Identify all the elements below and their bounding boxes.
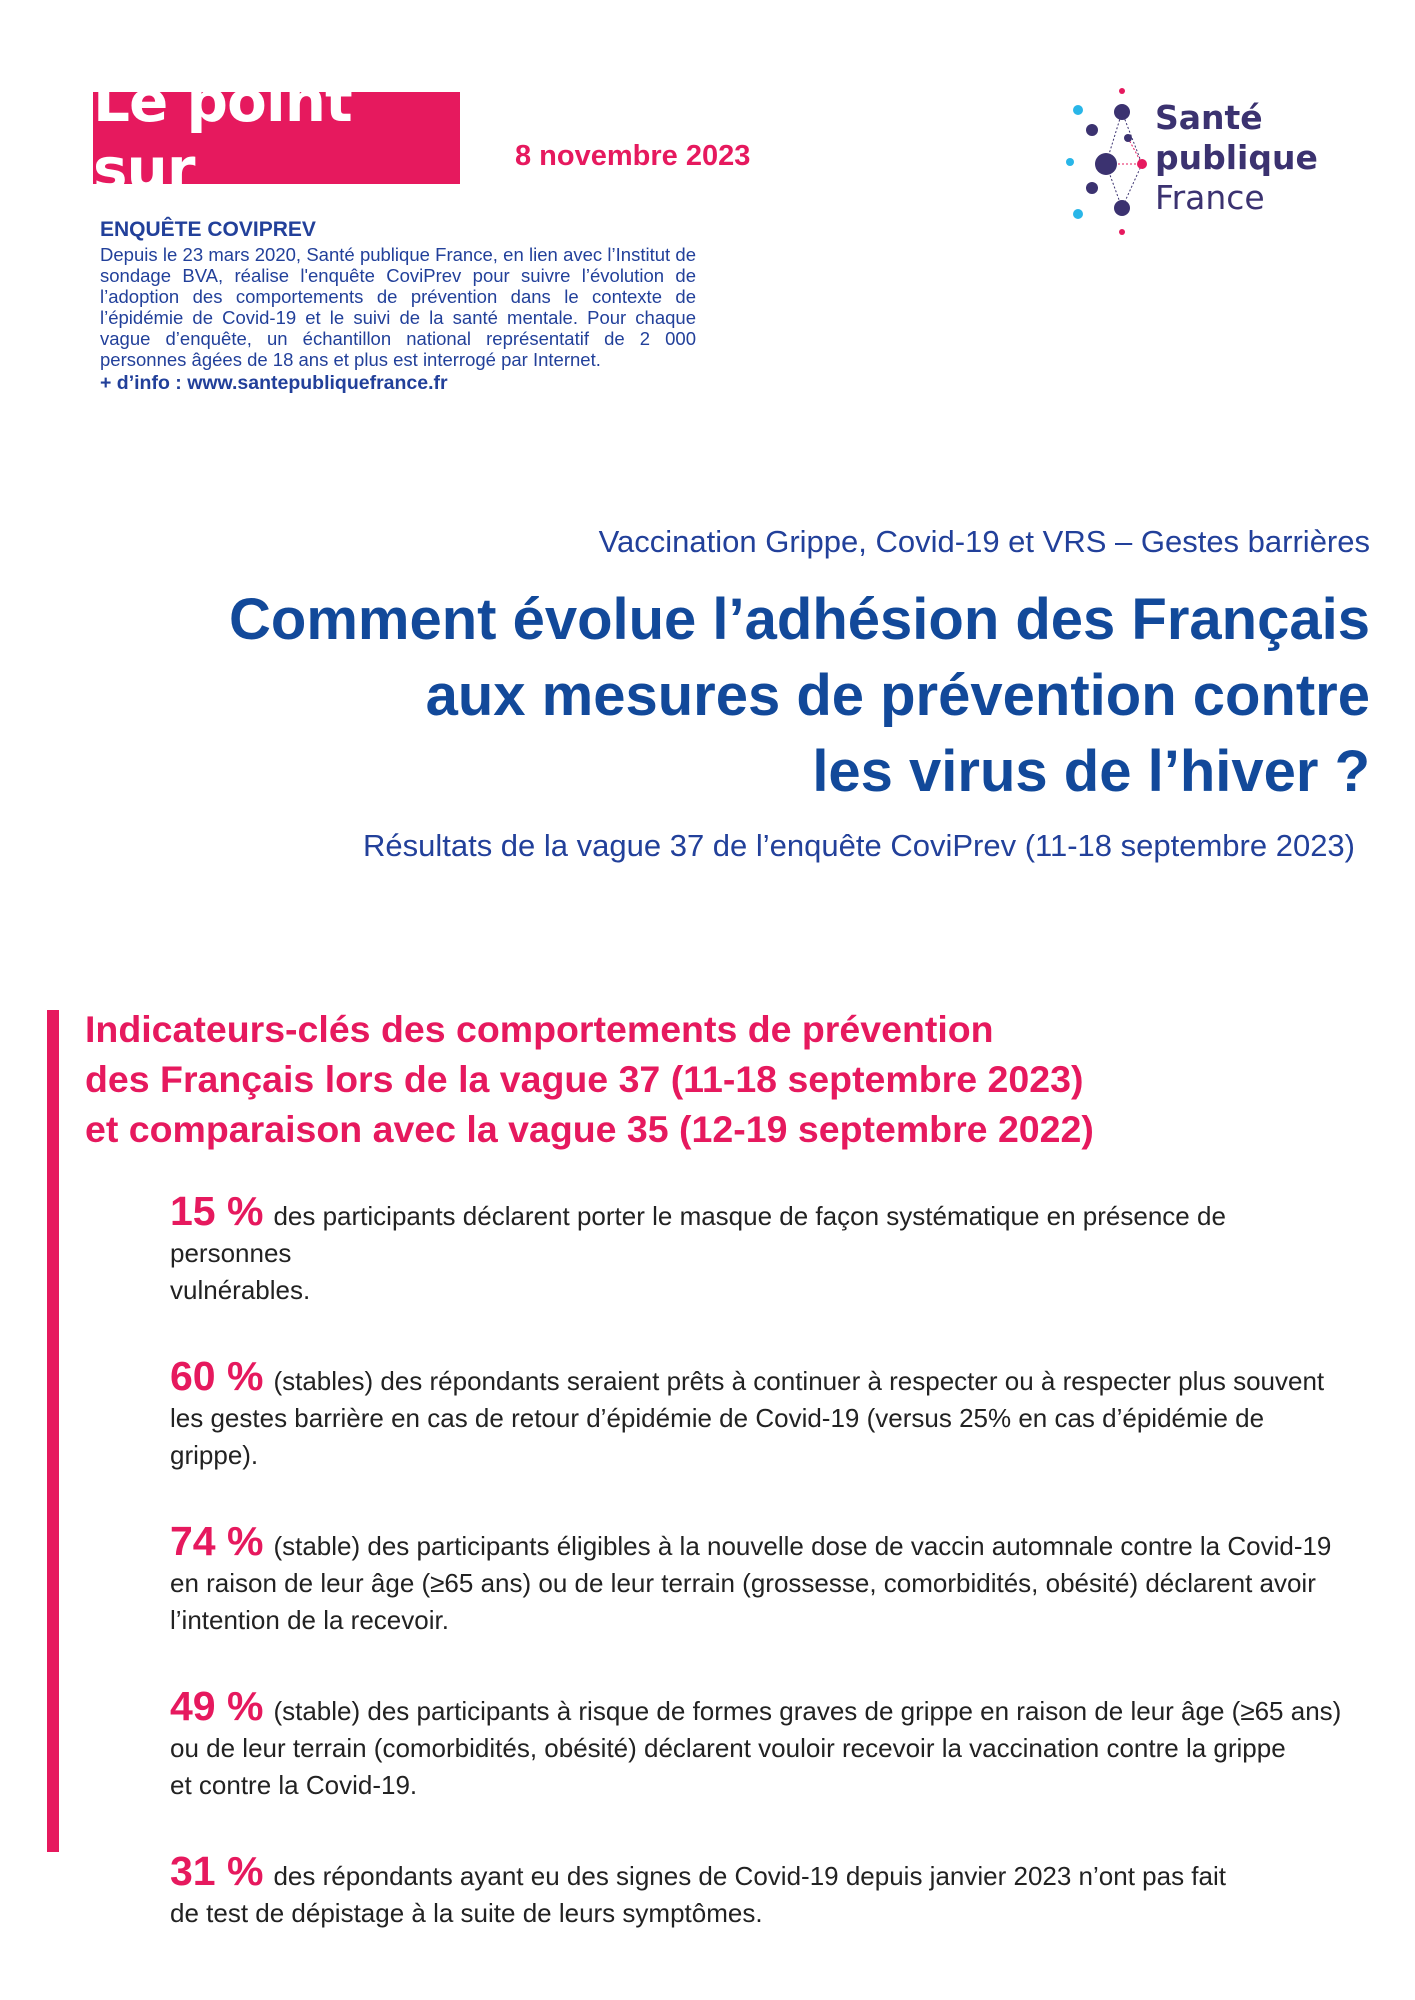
indicator-item: [170, 1353, 1350, 1474]
indicator-text: (stable) des participants éligibles à la nouvelle dose de vaccin automnale contre la Covid-19: [273, 1531, 1332, 1561]
indicator-text: l’intention de la recevoir.: [170, 1605, 449, 1635]
logo-dots-icon: [1048, 88, 1163, 238]
intro-title: ENQUÊTE COVIPREV: [100, 218, 316, 241]
publication-date: 8 novembre 2023: [515, 140, 751, 172]
badge-label: Le point sur: [93, 67, 352, 203]
section-accent-bar: [47, 1010, 59, 1852]
results-subtitle: Résultats de la vague 37 de l’enquête CoviPrev (11-18 septembre 2023): [362, 828, 1355, 863]
indicator-text: ou de leur terrain (comorbidités, obésité) déclarent vouloir recevoir la vaccination contre la grippe: [170, 1733, 1286, 1763]
indicator-percentage: 60 %: [170, 1353, 264, 1399]
sante-publique-france-logo: [1048, 88, 1328, 238]
indicator-text: de test de dépistage à la suite de leurs symptômes.: [170, 1898, 763, 1928]
intro-body: Depuis le 23 mars 2020, Santé publique France, en lien avec l’Institut de sondage BVA, réalise l'enquête CoviPrev pour suivre l’évolution de l’adoption des comportements de prévention dans le contexte de l’épidémie de Covid-19 et le suivi de la santé mentale. Pour chaque vague d’enquête, un échantillon national représentatif de 2 000 personnes âgées de 18 ans et plus est interrogé par Internet.: [100, 244, 696, 370]
indicator-item: [170, 1848, 1350, 1932]
title-line-2: aux mesures de prévention contre: [425, 663, 1370, 728]
page-title: [50, 582, 1370, 810]
indicators-section-title: [85, 1004, 1285, 1154]
key-indicators-list: [170, 1188, 1350, 1932]
indicator-text: (stable) des participants à risque de formes graves de grippe en raison de leur âge (≥65 ans): [273, 1696, 1342, 1726]
section-title-line-3: et comparaison avec la vague 35 (12-19 septembre 2022): [85, 1108, 1094, 1150]
indicator-text: (stables) des répondants seraient prêts à continuer à respecter ou à respecter plus souvent: [273, 1366, 1325, 1396]
indicator-percentage: 74 %: [170, 1518, 264, 1564]
title-line-1: Comment évolue l’adhésion des Français: [229, 587, 1370, 652]
logo-line-3: France: [1155, 178, 1265, 217]
logo-line-1: Santé: [1155, 98, 1263, 137]
indicator-percentage: 49 %: [170, 1683, 264, 1729]
section-title-line-2: des Français lors de la vague 37 (11-18 septembre 2023): [85, 1058, 1084, 1100]
survey-intro: [100, 218, 696, 395]
logo-text: [1155, 98, 1318, 218]
indicator-text: vulnérables.: [170, 1275, 311, 1305]
indicator-text: des répondants ayant eu des signes de Covid-19 depuis janvier 2023 n’ont pas fait: [273, 1861, 1226, 1891]
indicator-text: des participants déclarent porter le masque de façon systématique en présence de personnes: [170, 1201, 1226, 1268]
indicator-text: en raison de leur âge (≥65 ans) ou de leur terrain (grossesse, comorbidités, obésité) déclarent avoir: [170, 1568, 1316, 1598]
indicator-text: et contre la Covid-19.: [170, 1770, 418, 1800]
logo-line-2: publique: [1155, 138, 1318, 177]
more-info-link[interactable]: + d’info : www.santepubliquefrance.fr: [100, 372, 448, 394]
indicator-item: [170, 1188, 1350, 1309]
title-line-3: les virus de l’hiver ?: [812, 739, 1370, 804]
indicator-item: [170, 1518, 1350, 1639]
topic-kicker: Vaccination Grippe, Covid-19 et VRS – Gestes barrières: [598, 524, 1370, 559]
section-title-line-1: Indicateurs-clés des comportements de prévention: [85, 1008, 994, 1050]
indicator-percentage: 15 %: [170, 1188, 264, 1234]
le-point-sur-badge: [93, 67, 460, 203]
indicator-item: [170, 1683, 1350, 1804]
indicator-text: les gestes barrière en cas de retour d’épidémie de Covid-19 (versus 25% en cas d’épidémie de grippe).: [170, 1403, 1265, 1470]
indicator-percentage: 31 %: [170, 1848, 264, 1894]
